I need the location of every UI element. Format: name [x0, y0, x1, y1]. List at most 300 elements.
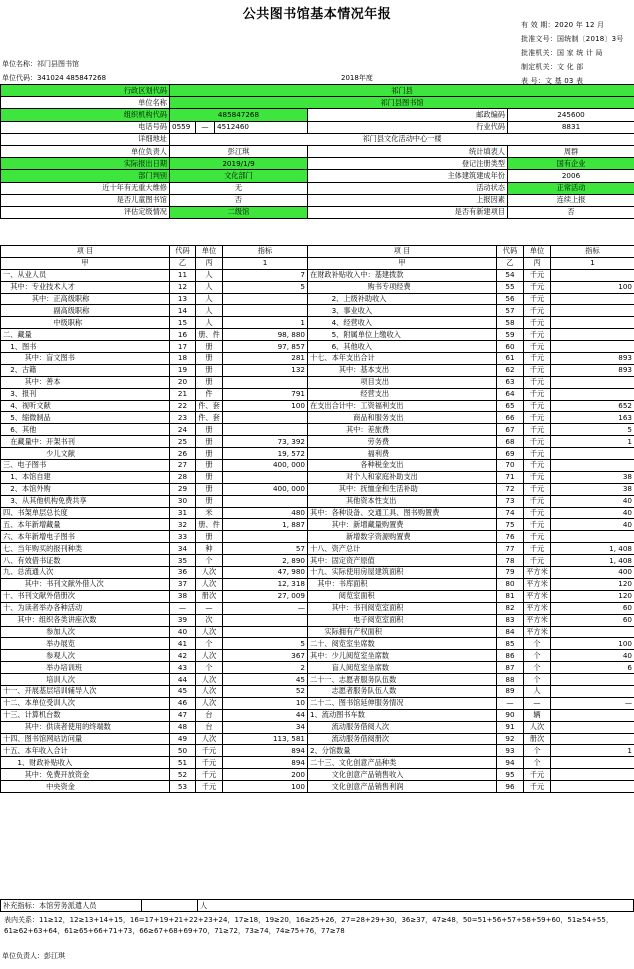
right-value-cell: [551, 685, 634, 697]
right-unit-cell: 千元: [524, 769, 551, 781]
right-item-cell: 电子阅览室面积: [308, 614, 497, 626]
table-row: [1, 531, 634, 543]
right-item-cell: 各种税金支出: [308, 460, 497, 472]
right-unit-cell: 千元: [524, 305, 551, 317]
left-item-cell: 其中：组织各类讲座次数: [1, 614, 170, 626]
table-row: [1, 697, 634, 709]
left-value-cell: 34: [223, 721, 308, 733]
left-item-cell: 中央资金: [1, 781, 170, 793]
right-value-cell: [551, 626, 634, 638]
right-item-cell: 文化创意产品销售利润: [308, 781, 497, 793]
right-item-cell: 2、上级补助收入: [308, 293, 497, 305]
left-unit-cell: 千元: [196, 745, 223, 757]
head-label: 单位负责人: [1, 145, 170, 157]
address: 祁门县文化活动中心一楼: [170, 133, 634, 145]
right-value-cell: 60: [551, 614, 634, 626]
left-value-cell: 367: [223, 650, 308, 662]
left-item-cell: 十四、图书馆网站访问量: [1, 733, 170, 745]
col-unit: 单位: [196, 246, 223, 258]
left-code-cell: 36: [170, 567, 196, 579]
right-unit-cell: 个: [524, 650, 551, 662]
right-code-cell: 87: [497, 662, 524, 674]
table-row: [1, 709, 634, 721]
table-row: [1, 388, 634, 400]
left-unit-cell: 人: [196, 305, 223, 317]
left-item-cell: 1、本馆自建: [1, 471, 170, 483]
right-item-cell: 十七、本年支出合计: [308, 353, 497, 365]
right-code-cell: 68: [497, 436, 524, 448]
left-code-cell: 45: [170, 685, 196, 697]
table-row: [1, 626, 634, 638]
col-one: 1: [223, 257, 308, 269]
right-value-cell: 1: [551, 436, 634, 448]
industry-label: 行业代码: [308, 121, 508, 133]
status-label: 活动状态: [308, 182, 508, 194]
left-code-cell: 51: [170, 757, 196, 769]
left-item-cell: 五、本年新增藏量: [1, 519, 170, 531]
report-year: 2018年度: [341, 74, 373, 82]
left-item-cell: 其中：书刊文献外借人次: [1, 578, 170, 590]
right-item-cell: 商品和服务支出: [308, 412, 497, 424]
left-code-cell: 14: [170, 305, 196, 317]
right-code-cell: 71: [497, 471, 524, 483]
right-value-cell: [551, 721, 634, 733]
right-unit-cell: 人次: [524, 721, 551, 733]
left-item-cell: 其中：免费开放资金: [1, 769, 170, 781]
right-unit-cell: 个: [524, 662, 551, 674]
left-code-cell: 23: [170, 412, 196, 424]
right-unit-cell: 千元: [524, 471, 551, 483]
right-unit-cell: 千元: [524, 436, 551, 448]
table-row: [1, 757, 634, 769]
col-item-2: 项 目: [308, 246, 497, 258]
reason-label: 上报因素: [308, 194, 508, 206]
approval-no: 批准文号：国统制〔2018〕3号: [521, 35, 624, 43]
table-row: [1, 650, 634, 662]
footer-head: 单位负责人：彭江琪: [2, 952, 65, 960]
left-item-cell: 1、财政补贴收入: [1, 757, 170, 769]
right-code-cell: 85: [497, 638, 524, 650]
left-value-cell: 100: [223, 781, 308, 793]
left-code-cell: 42: [170, 650, 196, 662]
left-item-cell: 3、从其他机构免费共享: [1, 495, 170, 507]
table-row: [1, 519, 634, 531]
right-value-cell: [551, 376, 634, 388]
right-code-cell: 90: [497, 709, 524, 721]
right-item-cell: 项目支出: [308, 376, 497, 388]
left-value-cell: [223, 305, 308, 317]
right-code-cell: 58: [497, 317, 524, 329]
unit-code-label: 单位代码：341024 485847268: [2, 74, 107, 82]
left-code-cell: 40: [170, 626, 196, 638]
left-value-cell: 113, 581: [223, 733, 308, 745]
eval-label: 评估定级情况: [1, 206, 170, 218]
right-unit-cell: 辆: [524, 709, 551, 721]
table-row: [1, 507, 634, 519]
left-code-cell: 47: [170, 709, 196, 721]
right-unit-cell: 平方米: [524, 578, 551, 590]
right-unit-cell: 个: [524, 757, 551, 769]
right-unit-cell: 千元: [524, 495, 551, 507]
table-row: [1, 638, 634, 650]
left-value-cell: 132: [223, 364, 308, 376]
left-item-cell: 培训人次: [1, 674, 170, 686]
right-unit-cell: 平方米: [524, 614, 551, 626]
right-item-cell: 其中：少儿阅览室坐席数: [308, 650, 497, 662]
right-value-cell: 40: [551, 650, 634, 662]
right-value-cell: [551, 460, 634, 472]
left-value-cell: [223, 412, 308, 424]
left-code-cell: 24: [170, 424, 196, 436]
meta-block: [521, 18, 633, 88]
right-item-cell: 福利费: [308, 448, 497, 460]
stat-person: 周群: [508, 145, 634, 157]
right-code-cell: 75: [497, 519, 524, 531]
right-item-cell: 二十二、图书馆延伸服务情况: [308, 697, 497, 709]
right-unit-cell: 千元: [524, 424, 551, 436]
report-date: 2019/1/9: [170, 158, 308, 170]
right-code-cell: 63: [497, 376, 524, 388]
left-unit-cell: 册次: [196, 590, 223, 602]
table-row: [1, 471, 634, 483]
right-unit-cell: 千元: [524, 269, 551, 281]
phone-number: 4512460: [215, 121, 308, 133]
right-value-cell: [551, 709, 634, 721]
phone-area: 0559: [170, 121, 196, 133]
right-item-cell: 其中：固定资产原值: [308, 555, 497, 567]
left-code-cell: 29: [170, 483, 196, 495]
right-value-cell: 400: [551, 567, 634, 579]
table-relations: 表内关系：11≥12，12≥13+14+15，16=17+19+21+22+23+24，17≥18，19≥20，16≥25+26，27=28+29+30，36≥37，47≥48，50=51+56+57+58+59+60，51≥54+55，61≥62+63+64，61≥65+66+71+73，66≥67+68+69+70，71≥72，73≥74，74≥75+76，77≥78: [4, 916, 613, 935]
right-unit-cell: 千元: [524, 412, 551, 424]
table-row: [1, 281, 634, 293]
table-row: [1, 269, 634, 281]
right-item-cell: 其中：差旅费: [308, 424, 497, 436]
left-unit-cell: 册: [196, 424, 223, 436]
left-unit-cell: 册: [196, 471, 223, 483]
right-unit-cell: 千元: [524, 543, 551, 555]
right-value-cell: [551, 329, 634, 341]
head-name: 彭江琪: [170, 145, 308, 157]
left-code-cell: 38: [170, 590, 196, 602]
left-value-cell: [223, 293, 308, 305]
left-unit-cell: 册、件: [196, 519, 223, 531]
left-code-cell: 50: [170, 745, 196, 757]
left-unit-cell: 册、件: [196, 329, 223, 341]
right-item-cell: 4、经营收入: [308, 317, 497, 329]
left-unit-cell: —: [196, 602, 223, 614]
left-item-cell: 四、书架单层总长度: [1, 507, 170, 519]
right-code-cell: 66: [497, 412, 524, 424]
right-unit-cell: 千元: [524, 341, 551, 353]
left-unit-cell: 台: [196, 709, 223, 721]
table-row: [1, 329, 634, 341]
right-code-cell: 62: [497, 364, 524, 376]
table-row: [1, 674, 634, 686]
left-value-cell: —: [223, 602, 308, 614]
right-item-cell: 十八、资产总计: [308, 543, 497, 555]
right-unit-cell: 千元: [524, 448, 551, 460]
left-value-cell: 19, 572: [223, 448, 308, 460]
left-item-cell: 八、有效借书证数: [1, 555, 170, 567]
right-code-cell: —: [497, 697, 524, 709]
left-value-cell: 1, 887: [223, 519, 308, 531]
info-table: [0, 84, 634, 219]
right-code-cell: 54: [497, 269, 524, 281]
left-unit-cell: 册: [196, 436, 223, 448]
table-row: [1, 614, 634, 626]
right-code-cell: 95: [497, 769, 524, 781]
right-value-cell: [551, 269, 634, 281]
table-row: [1, 555, 634, 567]
right-item-cell: 新增数字资源购置费: [308, 531, 497, 543]
left-unit-cell: 个: [196, 638, 223, 650]
left-item-cell: 4、视听文献: [1, 400, 170, 412]
right-code-cell: 96: [497, 781, 524, 793]
right-item-cell: 文化创意产品销售收入: [308, 769, 497, 781]
left-item-cell: 5、缩微制品: [1, 412, 170, 424]
right-item-cell: 十九、实际使用房屋建筑面积: [308, 567, 497, 579]
validity: 有 效 期：2020 年 12 月: [521, 21, 605, 29]
left-unit-cell: 册: [196, 460, 223, 472]
left-code-cell: 33: [170, 531, 196, 543]
left-code-cell: 30: [170, 495, 196, 507]
left-unit-cell: 个: [196, 555, 223, 567]
right-item-cell: 二十、阅览室坐席数: [308, 638, 497, 650]
right-item-cell: 阅览室面积: [308, 590, 497, 602]
table-row: [1, 662, 634, 674]
left-value-cell: 57: [223, 543, 308, 555]
right-unit-cell: 千元: [524, 781, 551, 793]
table-row: [1, 769, 634, 781]
left-value-cell: [223, 495, 308, 507]
left-unit-cell: 册: [196, 495, 223, 507]
right-value-cell: 652: [551, 400, 634, 412]
right-item-cell: 其中：各种设备、交通工具、图书购置费: [308, 507, 497, 519]
left-item-cell: 十、为读者举办各种活动: [1, 602, 170, 614]
newbuild: 否: [508, 206, 634, 218]
left-item-cell: 十、书刊文献外借册次: [1, 590, 170, 602]
left-item-cell: 七、当年购买的报刊种类: [1, 543, 170, 555]
left-unit-cell: 人次: [196, 697, 223, 709]
left-code-cell: 27: [170, 460, 196, 472]
right-code-cell: 74: [497, 507, 524, 519]
right-code-cell: 83: [497, 614, 524, 626]
left-item-cell: 副高级职称: [1, 305, 170, 317]
postal-code: 245600: [508, 109, 634, 121]
col-unit-2: 单位: [524, 246, 551, 258]
right-code-cell: 92: [497, 733, 524, 745]
col-code: 代码: [170, 246, 196, 258]
col-bing-2: 丙: [524, 257, 551, 269]
right-item-cell: 流动服务借阅册次: [308, 733, 497, 745]
left-value-cell: 480: [223, 507, 308, 519]
left-value-cell: 400, 000: [223, 460, 308, 472]
right-value-cell: 40: [551, 519, 634, 531]
left-code-cell: 20: [170, 376, 196, 388]
left-code-cell: 13: [170, 293, 196, 305]
table-row: [1, 448, 634, 460]
right-code-cell: 57: [497, 305, 524, 317]
left-unit-cell: 人次: [196, 567, 223, 579]
right-item-cell: 3、事业收入: [308, 305, 497, 317]
right-unit-cell: 平方米: [524, 602, 551, 614]
table-row: [1, 602, 634, 614]
right-code-cell: 88: [497, 674, 524, 686]
right-code-cell: 84: [497, 626, 524, 638]
right-code-cell: 79: [497, 567, 524, 579]
right-code-cell: 64: [497, 388, 524, 400]
right-unit-cell: 平方米: [524, 590, 551, 602]
right-item-cell: 其中：书库面积: [308, 578, 497, 590]
left-unit-cell: 人次: [196, 674, 223, 686]
right-unit-cell: 千元: [524, 376, 551, 388]
left-value-cell: 1: [223, 317, 308, 329]
left-value-cell: 200: [223, 769, 308, 781]
right-value-cell: —: [551, 697, 634, 709]
table-row: [1, 353, 634, 365]
right-item-cell: 其他资本性支出: [308, 495, 497, 507]
left-value-cell: 791: [223, 388, 308, 400]
left-unit-cell: 人次: [196, 685, 223, 697]
approver: 批准机关：国 家 统 计 局: [521, 49, 603, 57]
address-label: 详细地址: [1, 133, 170, 145]
right-value-cell: 38: [551, 483, 634, 495]
right-code-cell: 76: [497, 531, 524, 543]
table-row: [1, 376, 634, 388]
left-code-cell: 18: [170, 353, 196, 365]
left-value-cell: 44: [223, 709, 308, 721]
right-code-cell: 61: [497, 353, 524, 365]
table-row: [1, 781, 634, 793]
right-unit-cell: 千元: [524, 400, 551, 412]
left-code-cell: 22: [170, 400, 196, 412]
left-value-cell: 281: [223, 353, 308, 365]
left-value-cell: 73, 392: [223, 436, 308, 448]
right-unit-cell: 个: [524, 745, 551, 757]
right-item-cell: 1、流动图书车数: [308, 709, 497, 721]
left-item-cell: 九、总流通人次: [1, 567, 170, 579]
table-row: [1, 495, 634, 507]
reg-type: 国有企业: [508, 158, 634, 170]
right-item-cell: 其中：新增藏量购置费: [308, 519, 497, 531]
left-value-cell: [223, 424, 308, 436]
right-code-cell: 77: [497, 543, 524, 555]
right-unit-cell: 平方米: [524, 626, 551, 638]
left-value-cell: 52: [223, 685, 308, 697]
right-value-cell: 893: [551, 364, 634, 376]
left-unit-cell: 人次: [196, 650, 223, 662]
left-unit-cell: 人: [196, 269, 223, 281]
col-one-2: 1: [551, 257, 634, 269]
left-code-cell: 26: [170, 448, 196, 460]
right-unit-cell: 千元: [524, 317, 551, 329]
left-value-cell: 7: [223, 269, 308, 281]
repair: 无: [170, 182, 308, 194]
left-item-cell: 少儿文献: [1, 448, 170, 460]
unit-name-cell-label: 单位名称: [1, 97, 170, 109]
left-code-cell: —: [170, 602, 196, 614]
left-code-cell: 46: [170, 697, 196, 709]
maker: 制定机关：文 化 部: [521, 63, 584, 71]
org-code-label: 组织机构代码: [1, 109, 170, 121]
right-item-cell: 其中：基本支出: [308, 364, 497, 376]
left-value-cell: 894: [223, 745, 308, 757]
right-item-cell: 5、附属单位上缴收入: [308, 329, 497, 341]
table-row: [1, 590, 634, 602]
right-value-cell: [551, 305, 634, 317]
left-item-cell: 六、本年新增电子图书: [1, 531, 170, 543]
left-code-cell: 43: [170, 662, 196, 674]
right-unit-cell: 千元: [524, 281, 551, 293]
right-value-cell: 1: [551, 745, 634, 757]
right-value-cell: 120: [551, 578, 634, 590]
right-value-cell: 5: [551, 424, 634, 436]
right-code-cell: 67: [497, 424, 524, 436]
unit-name: 祁门县图书馆: [170, 97, 634, 109]
right-code-cell: 78: [497, 555, 524, 567]
table-row: [1, 578, 634, 590]
left-item-cell: 6、其他: [1, 424, 170, 436]
left-code-cell: 28: [170, 471, 196, 483]
left-code-cell: 52: [170, 769, 196, 781]
right-unit-cell: 个: [524, 638, 551, 650]
right-unit-cell: 千元: [524, 519, 551, 531]
left-value-cell: 2, 890: [223, 555, 308, 567]
table-row: [1, 364, 634, 376]
right-code-cell: 55: [497, 281, 524, 293]
left-item-cell: 其中：正高级职称: [1, 293, 170, 305]
left-value-cell: [223, 531, 308, 543]
left-code-cell: 12: [170, 281, 196, 293]
left-unit-cell: 次: [196, 614, 223, 626]
industry-code: 8831: [508, 121, 634, 133]
left-code-cell: 19: [170, 364, 196, 376]
right-value-cell: [551, 531, 634, 543]
left-unit-cell: 册: [196, 364, 223, 376]
right-unit-cell: —: [524, 697, 551, 709]
left-item-cell: 2、本馆外购: [1, 483, 170, 495]
right-code-cell: 59: [497, 329, 524, 341]
left-code-cell: 44: [170, 674, 196, 686]
left-value-cell: 12, 318: [223, 578, 308, 590]
right-code-cell: 81: [497, 590, 524, 602]
left-code-cell: 25: [170, 436, 196, 448]
right-item-cell: 实际拥有产权面积: [308, 626, 497, 638]
left-item-cell: 十一、开展基层培训辅导人次: [1, 685, 170, 697]
reason: 连续上报: [508, 194, 634, 206]
right-unit-cell: 个: [524, 674, 551, 686]
left-item-cell: 其中：专业技术人才: [1, 281, 170, 293]
left-value-cell: 97, 857: [223, 341, 308, 353]
right-value-cell: [551, 317, 634, 329]
left-unit-cell: 人次: [196, 626, 223, 638]
right-value-cell: 6: [551, 662, 634, 674]
left-value-cell: [223, 376, 308, 388]
admin-code: 祁门县: [170, 85, 634, 97]
unit-name-label: 单位名称：祁门县图书馆: [2, 60, 79, 68]
left-code-cell: 16: [170, 329, 196, 341]
left-unit-cell: 人: [196, 293, 223, 305]
left-item-cell: 十二、本单位受训人次: [1, 697, 170, 709]
right-code-cell: 93: [497, 745, 524, 757]
col-value: 指标: [223, 246, 308, 258]
right-code-cell: 65: [497, 400, 524, 412]
postal-label: 邮政编码: [308, 109, 508, 121]
left-unit-cell: 台: [196, 721, 223, 733]
right-value-cell: 163: [551, 412, 634, 424]
table-row: [1, 400, 634, 412]
